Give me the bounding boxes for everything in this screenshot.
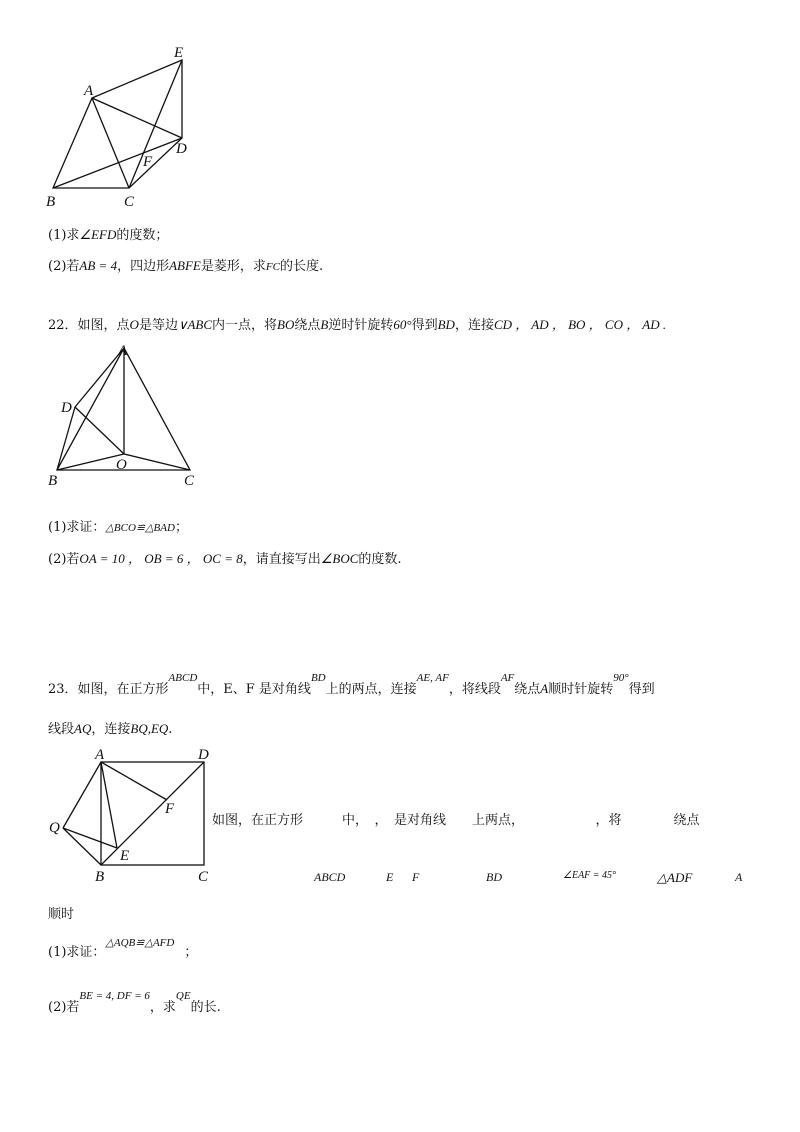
math: FC xyxy=(265,261,280,273)
text: ，连接 xyxy=(91,722,131,737)
q22-label-A: A xyxy=(118,343,128,359)
q23-intro xyxy=(48,672,655,699)
text: 绕点 xyxy=(294,318,321,333)
text: 的度数. xyxy=(358,552,402,567)
q22-line-DO xyxy=(75,407,124,454)
q23-diagonal-BD xyxy=(101,762,204,865)
q22-line-DA xyxy=(75,348,124,407)
q23-line-AF xyxy=(101,762,167,800)
q22-label-C: C xyxy=(184,473,195,489)
q23-side-text: 如图，在正方形 中， ， 是对角线 上两点， ，将 绕点 xyxy=(212,813,700,828)
q22-part1 xyxy=(48,519,188,537)
q23-float-abcd: ABCD xyxy=(314,870,346,884)
q21-figure xyxy=(40,40,200,215)
text: (1)求证： xyxy=(48,945,106,960)
q21-label-E: E xyxy=(174,45,184,61)
text: 23．如图，在正方形 xyxy=(48,682,169,697)
math: ∠EFD xyxy=(79,227,117,242)
math: B xyxy=(320,317,329,332)
text: 内一点，将 xyxy=(212,318,278,333)
math: QE xyxy=(175,990,191,1002)
q23-label-C: C xyxy=(198,869,209,885)
math: AQ xyxy=(74,721,92,736)
text: (2)若 xyxy=(48,259,80,274)
text: ，四边形 xyxy=(117,259,170,274)
q23-label-A: A xyxy=(95,747,105,763)
text: 得到 xyxy=(628,682,655,697)
q23-label-Q: Q xyxy=(49,820,60,836)
q23-line-AQ xyxy=(63,762,101,828)
q21-label-A: A xyxy=(84,83,94,99)
q22-label-O: O xyxy=(116,457,127,473)
text: 22．如图，点 xyxy=(48,318,130,333)
text: 逆时针旋转 xyxy=(328,318,394,333)
math: A xyxy=(540,681,549,696)
q21-part1 xyxy=(48,226,168,245)
q23-figure xyxy=(44,742,219,887)
q22-intro xyxy=(48,316,666,335)
q23-float-angle: ∠EAF = 45° xyxy=(563,870,617,881)
math: BD xyxy=(437,317,455,332)
math: AE, AF xyxy=(416,672,449,684)
q23-float-tri: △ADF xyxy=(657,870,693,885)
text: (2)若 xyxy=(48,1000,80,1015)
math: BQ,EQ xyxy=(130,721,169,736)
q23-float-f: F xyxy=(412,870,420,884)
text: 的长. xyxy=(190,1000,221,1015)
text: 上的两点，连接 xyxy=(325,682,417,697)
text: ，请直接写出 xyxy=(242,552,321,567)
text: (1)求 xyxy=(48,228,80,243)
math: OA = 10 ， OB = 6 ， OC = 8 xyxy=(79,551,243,566)
text: 线段 xyxy=(48,722,75,737)
q23-float-e: E xyxy=(386,870,394,884)
math: AB = 4 xyxy=(79,258,118,273)
q23-label-D: D xyxy=(198,747,209,763)
math: ∨ABC xyxy=(177,317,213,332)
text: 是菱形，求 xyxy=(200,259,266,274)
q21-label-B: B xyxy=(46,194,56,210)
q22-part2 xyxy=(48,550,402,569)
q23-line-AE xyxy=(101,762,117,848)
math: ∠BOC xyxy=(320,551,359,566)
text: ，将线段 xyxy=(448,682,501,697)
math: AF xyxy=(500,672,515,684)
text: 绕点 xyxy=(514,682,541,697)
math: BD xyxy=(310,672,326,684)
q23-intro-line2 xyxy=(48,720,172,739)
q22-line-BO xyxy=(57,454,124,470)
math: ABCD xyxy=(168,672,198,684)
q21-label-F: F xyxy=(143,154,153,170)
text: 是等边 xyxy=(138,318,178,333)
q22-label-D: D xyxy=(61,400,72,416)
text: ； xyxy=(184,945,198,960)
q23-label-F: F xyxy=(165,801,175,817)
q21-label-D: D xyxy=(176,141,187,157)
text: 的度数； xyxy=(116,228,169,243)
text: 中，E、F 是对角线 xyxy=(197,682,311,697)
text: ； xyxy=(174,520,188,535)
q21-label-C: C xyxy=(124,194,135,210)
math: 60° xyxy=(393,317,412,332)
math: △AQB≌△AFD xyxy=(105,937,175,949)
q22-figure xyxy=(44,340,204,490)
text: (2)若 xyxy=(48,552,80,567)
text: . xyxy=(168,722,173,737)
math: CD ， AD ， BO ， CO ， AD . xyxy=(493,317,667,332)
q23-float-bd: BD xyxy=(486,870,502,884)
math: ABFE xyxy=(169,258,201,273)
math: BE = 4, DF = 6 xyxy=(79,990,150,1002)
q23-label-B: B xyxy=(95,869,105,885)
q23-line-QB xyxy=(63,828,101,865)
q21-rhombus-outline xyxy=(53,60,182,188)
q22-line-CO xyxy=(124,454,190,470)
text: ，连接 xyxy=(454,318,494,333)
q23-label-E: E xyxy=(120,848,130,864)
math: O xyxy=(129,317,139,332)
math: BO xyxy=(277,317,295,332)
q23-part2 xyxy=(48,990,221,1017)
q23-shunshi: 顺时 xyxy=(48,907,75,922)
q22-line-BD xyxy=(57,407,75,470)
text: ，求 xyxy=(149,1000,176,1015)
q21-part2 xyxy=(48,257,323,276)
q21-line-BD xyxy=(53,138,182,188)
q22-label-B: B xyxy=(48,473,58,489)
q23-line-QE xyxy=(63,828,117,848)
q23-float-a: A xyxy=(735,870,743,884)
text: 顺时针旋转 xyxy=(548,682,614,697)
text: 得到 xyxy=(411,318,438,333)
math: △BCO≌△BAD xyxy=(105,522,175,534)
math: 90° xyxy=(613,672,629,684)
text: 的长度. xyxy=(279,259,324,274)
text: (1)求证： xyxy=(48,520,106,535)
